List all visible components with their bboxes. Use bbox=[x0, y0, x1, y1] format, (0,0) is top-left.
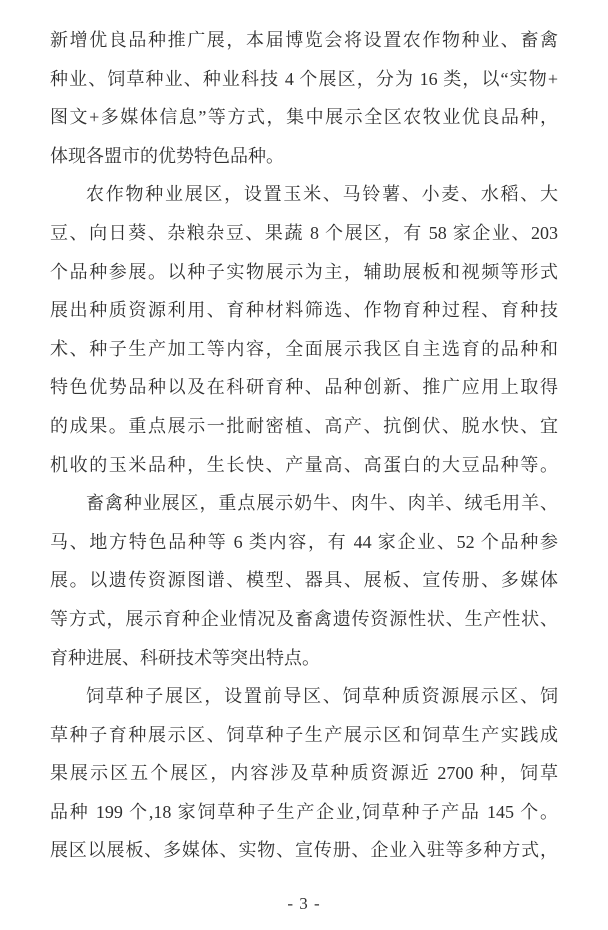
text-line: 豆、向日葵、杂粮杂豆、果蔬 8 个展区，有 58 家企业、203 bbox=[50, 222, 558, 243]
text-line: 饲草种子展区，设置前导区、饲草种质资源展示区、饲 bbox=[86, 686, 558, 707]
paragraph-2 bbox=[50, 175, 558, 484]
text-line: 展区以展板、多媒体、实物、宣传册、企业入驻等多种方式， bbox=[50, 840, 558, 861]
text-line: 马、地方特色品种等 6 类内容，有 44 家企业、52 个品种参 bbox=[50, 531, 558, 552]
paragraph-1 bbox=[50, 21, 558, 175]
text-line: 草种子育种展示区、饲草种子生产展示区和饲草生产实践成 bbox=[50, 724, 558, 745]
page-footer bbox=[0, 893, 608, 915]
text-line: 术、种子生产加工等内容，全面展示我区自主选育的品种和 bbox=[50, 338, 558, 359]
text-line: 特色优势品种以及在科研育种、品种创新、推广应用上取得 bbox=[50, 377, 558, 398]
text-line: 新增优良品种推广展，本届博览会将设置农作物种业、畜禽 bbox=[50, 30, 558, 50]
text-line: 体现各盟市的优势特色品种。 bbox=[50, 145, 284, 166]
text-line: 畜禽种业展区，重点展示奶牛、肉牛、肉羊、绒毛用羊、 bbox=[86, 493, 558, 514]
text-line: 等方式，展示育种企业情况及畜禽遗传资源性状、生产性状、 bbox=[50, 608, 558, 629]
text-line: 个品种参展。以种子实物展示为主，辅助展板和视频等形式 bbox=[50, 261, 558, 282]
paragraph-3 bbox=[50, 484, 558, 677]
text-line: 育种进展、科研技术等突出特点。 bbox=[50, 647, 320, 668]
text-line: 机收的玉米品种，生长快、产量高、高蛋白的大豆品种等。 bbox=[50, 454, 558, 475]
paragraph-4 bbox=[50, 677, 558, 870]
text-line: 品种 199 个,18 家饲草种子生产企业,饲草种子产品 145 个。 bbox=[50, 801, 558, 822]
text-line: 的成果。重点展示一批耐密植、高产、抗倒伏、脱水快、宜 bbox=[50, 415, 558, 436]
text-line: 展。以遗传资源图谱、模型、器具、展板、宣传册、多媒体 bbox=[50, 570, 558, 591]
text-line: 种业、饲草种业、种业科技 4 个展区，分为 16 类，以“实物+ bbox=[50, 68, 558, 89]
page-number: - 3 - bbox=[287, 894, 321, 913]
text-line: 果展示区五个展区，内容涉及草种质资源近 2700 种，饲草 bbox=[50, 763, 558, 784]
text-line: 图文+多媒体信息”等方式，集中展示全区农牧业优良品种， bbox=[50, 107, 558, 128]
text-line: 农作物种业展区，设置玉米、马铃薯、小麦、水稻、大 bbox=[86, 184, 558, 205]
document-body bbox=[50, 21, 558, 870]
text-line: 展出种质资源利用、育种材料筛选、作物育种过程、育种技 bbox=[50, 300, 558, 321]
